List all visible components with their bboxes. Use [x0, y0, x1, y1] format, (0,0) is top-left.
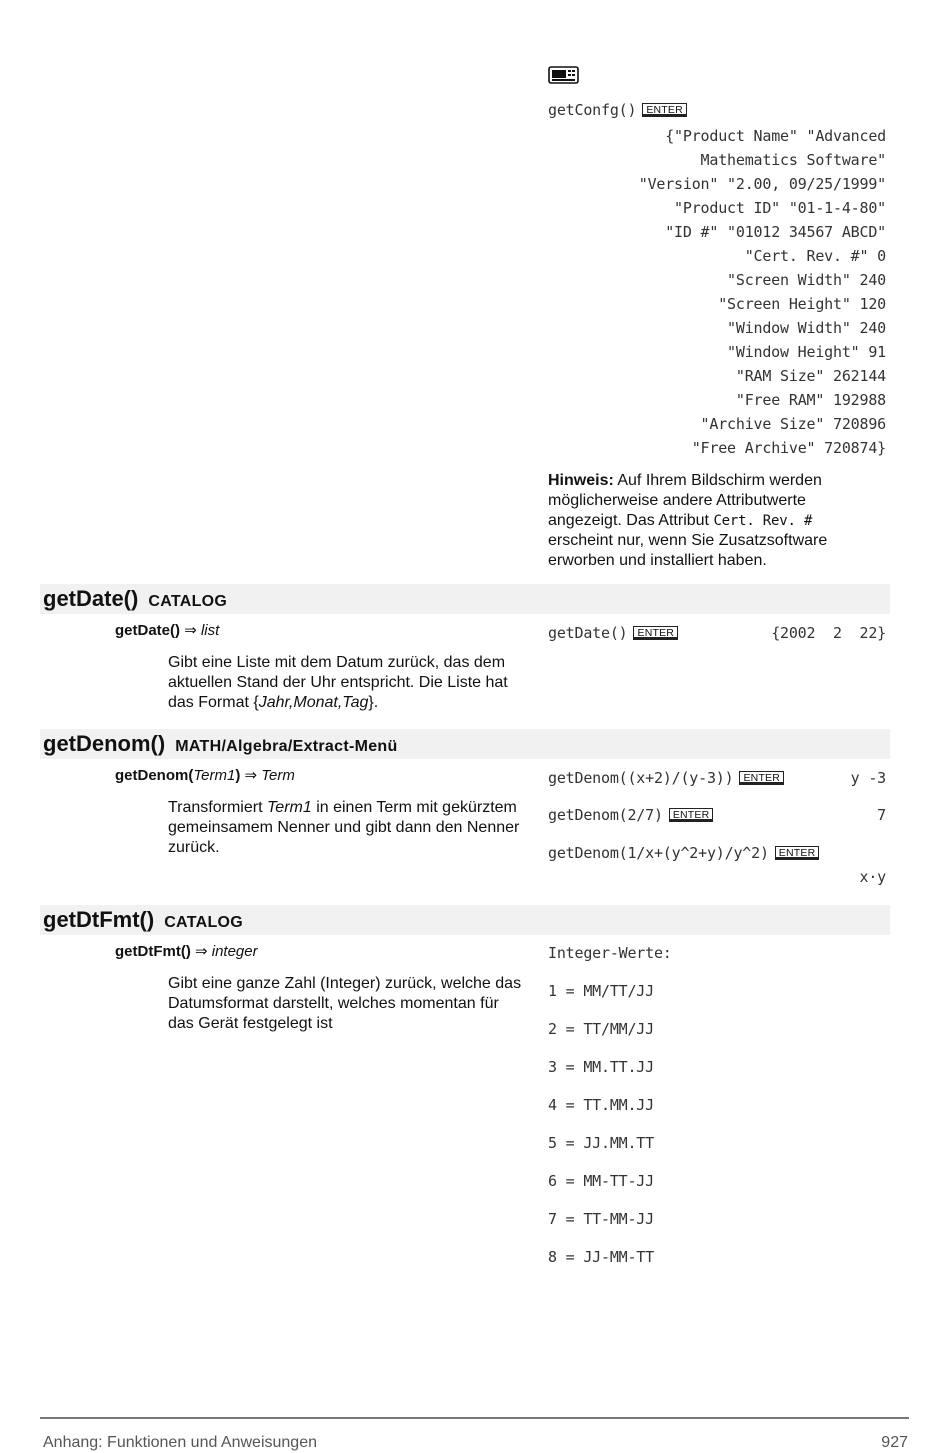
menu-path: CATALOG — [164, 914, 244, 931]
section-header-getdenom — [40, 729, 890, 759]
example-getdenom-1-result: y -3 — [850, 769, 886, 787]
config-result-line: "Free RAM" 192988 — [735, 391, 886, 409]
example-getdenom-3: getDenom(1/x+(y^2+y)/y^2) ENTER — [548, 844, 819, 862]
integer-value-item: 8 = JJ-MM-TT — [548, 1248, 654, 1266]
menu-path: MATH/Algebra/Extract-Menü — [175, 738, 398, 755]
description-getdtfmt: Gibt eine ganze Zahl (Integer) zurück, welche das Datumsformat darstellt, welches momentan für das Gerät festgelegt ist — [168, 975, 522, 1032]
example-getdenom-2: getDenom(2/7) ENTER — [548, 806, 713, 824]
integer-value-item: 7 = TT-MM-JJ — [548, 1210, 654, 1228]
integer-value-item: 4 = TT.MM.JJ — [548, 1096, 654, 1114]
calculator-icon — [548, 66, 579, 84]
syntax-getdtfmt: getDtFmt() ⇒ integer — [115, 943, 258, 960]
section-header-getdtfmt — [40, 905, 890, 935]
integer-value-item: 2 = TT/MM/JJ — [548, 1020, 654, 1038]
enter-key-icon: ENTER — [642, 103, 687, 117]
description-getdenom: Transformiert Term1 in einen Term mit gekürztem gemeinsamem Nenner und gibt dann den Nenner zurück. — [168, 799, 520, 856]
function-title: getDtFmt() — [43, 907, 155, 932]
function-title: getDenom() — [43, 731, 166, 756]
config-result-line: "Cert. Rev. #" 0 — [744, 247, 886, 265]
footer-divider — [40, 1417, 909, 1419]
function-title: getDate() — [43, 586, 139, 611]
config-example-call: getConfg() ENTER — [548, 101, 687, 119]
config-result-line: "Window Height" 91 — [727, 343, 886, 361]
config-result-line: "Screen Height" 120 — [718, 295, 886, 313]
integer-values-title: Integer-Werte: — [548, 944, 672, 962]
config-result-line: "Product ID" "01-1-4-80" — [674, 199, 886, 217]
enter-key-icon: ENTER — [739, 771, 784, 785]
syntax-getdate: getDate() ⇒ list — [115, 622, 220, 639]
integer-value-item: 3 = MM.TT.JJ — [548, 1058, 654, 1076]
footer-chapter: Anhang: Funktionen und Anweisungen — [43, 1434, 317, 1451]
config-result-line: "Archive Size" 720896 — [700, 415, 886, 433]
section-header-getdate — [40, 584, 890, 614]
integer-value-item: 5 = JJ.MM.TT — [548, 1134, 654, 1152]
config-result-line: "Window Width" 240 — [727, 319, 886, 337]
enter-key-icon: ENTER — [633, 626, 678, 640]
integer-values-list — [548, 982, 654, 1286]
description-getdate: Gibt eine Liste mit dem Datum zurück, das dem aktuellen Stand der Uhr entspricht. Die Liste hat das Format {Jahr,Monat,Tag}. — [168, 654, 508, 711]
config-result-line: Mathematics Software" — [700, 151, 886, 169]
config-result — [639, 124, 886, 460]
config-result-line: "ID #" "01012 34567 ABCD" — [665, 223, 886, 241]
integer-value-item: 6 = MM-TT-JJ — [548, 1172, 654, 1190]
example-getdate-result: {2002 2 22} — [771, 624, 886, 642]
enter-key-icon: ENTER — [669, 808, 714, 822]
enter-key-icon: ENTER — [775, 846, 820, 860]
config-result-line: "Free Archive" 720874} — [691, 439, 886, 457]
integer-value-item: 1 = MM/TT/JJ — [548, 982, 654, 1000]
example-getdenom-3-result: x·y — [859, 868, 886, 886]
menu-path: CATALOG — [148, 593, 228, 610]
config-result-line: "Screen Width" 240 — [727, 271, 886, 289]
example-getdate: getDate() ENTER — [548, 624, 678, 642]
syntax-getdenom: getDenom(Term1) ⇒ Term — [115, 767, 295, 784]
config-result-line: "RAM Size" 262144 — [735, 367, 886, 385]
hint-note: Hinweis: Auf Ihrem Bildschirm werden möglicherweise andere Attributwerte angezeigt. Das Attribut Cert. Rev. # erscheint nur, wenn Sie Zusatzsoftware erworben und installiert haben. — [548, 472, 828, 569]
config-result-line: "Version" "2.00, 09/25/1999" — [638, 175, 886, 193]
example-getdenom-1: getDenom((x+2)/(y-3)) ENTER — [548, 769, 784, 787]
example-getdenom-2-result: 7 — [877, 806, 886, 824]
config-result-line: {"Product Name" "Advanced — [665, 127, 886, 145]
page-number: 927 — [881, 1434, 908, 1451]
